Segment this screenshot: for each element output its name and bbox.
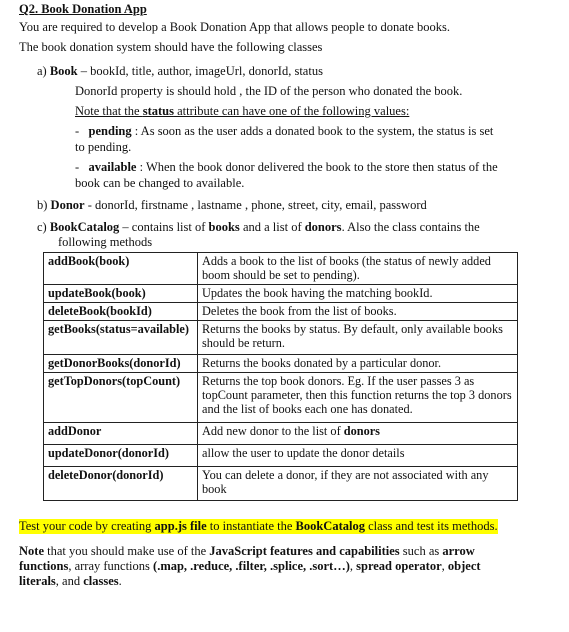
- pending-item: - pending : As soon as the user adds a donated book to the system, the status is set: [75, 124, 494, 138]
- method-name: addBook(book): [44, 253, 198, 285]
- available-item: - available : When the book donor delivered the book to the store then status of the: [75, 160, 498, 174]
- donor-class-attributes: - donorId, firstname , lastname , phone, street, city, email, password: [87, 198, 427, 212]
- table-row: [44, 355, 518, 373]
- donorid-note: DonorId property is should hold , the ID of the person who donated the book.: [75, 84, 463, 98]
- method-name: deleteBook(bookId): [44, 303, 198, 321]
- book-marker: a): [37, 64, 47, 78]
- classes-intro-text: The book donation system should have the following classes: [19, 40, 323, 54]
- bookcatalog-class-item: c) BookCatalog – contains list of books and a list of donors. Also the class contains the: [37, 220, 480, 234]
- status-note: Note that the status attribute can have one of the following values:: [75, 104, 410, 118]
- donor-class-name: Donor: [50, 198, 85, 212]
- book-class-name: Book: [49, 64, 78, 78]
- method-description: Deletes the book from the list of books.: [198, 303, 518, 321]
- book-class-item: [37, 64, 323, 79]
- method-name: getBooks(status=available): [44, 321, 198, 355]
- table-row: [44, 445, 518, 467]
- method-description: Returns the top book donors. Eg. If the user passes 3 as topCount parameter, then this function returns the top 3 donors and the list of books each one has donated.: [198, 373, 518, 423]
- table-row: [44, 423, 518, 445]
- intro-text: You are required to develop a Book Donation App that allows people to donate books.: [19, 20, 450, 34]
- method-name: getTopDonors(topCount): [44, 373, 198, 423]
- method-description: Updates the book having the matching bookId.: [198, 285, 518, 303]
- method-name: updateDonor(donorId): [44, 445, 198, 467]
- method-description: Adds a book to the list of books (the status of newly added boom should be set to pending).: [198, 253, 518, 285]
- method-description: allow the user to update the donor details: [198, 445, 518, 467]
- book-class-attributes: – bookId, title, author, imageUrl, donorId, status: [80, 64, 323, 78]
- table-row: [44, 467, 518, 501]
- table-row: [44, 285, 518, 303]
- table-row: [44, 253, 518, 285]
- method-name: deleteDonor(donorId): [44, 467, 198, 501]
- note-line-3: literals, and classes.: [19, 574, 122, 588]
- method-description: You can delete a donor, if they are not associated with any book: [198, 467, 518, 501]
- note-line-2: functions, array functions (.map, .reduce, .filter, .splice, .sort…), spread operator, object: [19, 559, 481, 573]
- note-line-1: Note that you should make use of the JavaScript features and capabilities such as arrow: [19, 544, 475, 558]
- bookcatalog-class-name: BookCatalog: [49, 220, 120, 234]
- table-row: [44, 373, 518, 423]
- method-name: getDonorBooks(donorId): [44, 355, 198, 373]
- table-row: [44, 303, 518, 321]
- bookcatalog-desc-cont: following methods: [58, 235, 153, 249]
- method-name: updateBook(book): [44, 285, 198, 303]
- pending-item-cont: to pending.: [75, 140, 132, 154]
- section-heading: Q2. Book Donation App: [19, 2, 147, 16]
- test-instruction: Test your code by creating app.js file to instantiate the BookCatalog class and test its methods.: [19, 519, 498, 533]
- method-description: Returns the books donated by a particular donor.: [198, 355, 518, 373]
- available-item-cont: book can be changed to available.: [75, 176, 245, 190]
- method-description: Add new donor to the list of donors: [198, 423, 518, 445]
- method-name: addDonor: [44, 423, 198, 445]
- method-description: Returns the books by status. By default, only available books should be return.: [198, 321, 518, 355]
- methods-table: [43, 252, 518, 501]
- donor-class-item: b) Donor - donorId, firstname , lastname , phone, street, city, email, password: [37, 198, 427, 212]
- table-row: [44, 321, 518, 355]
